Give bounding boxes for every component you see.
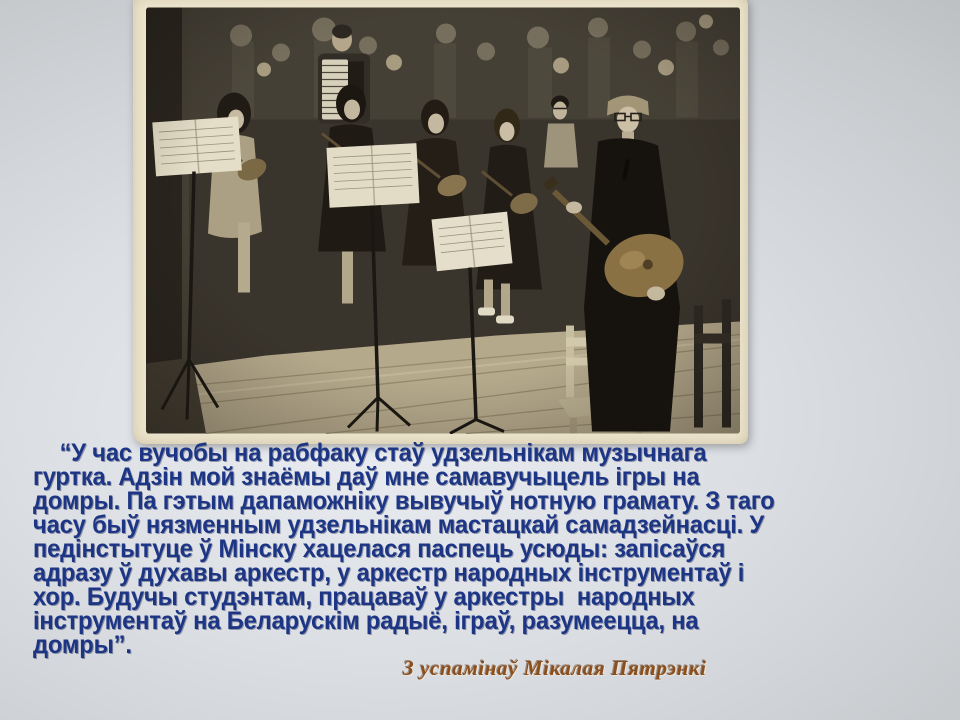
quote-line: домры”. — [33, 631, 132, 659]
quote-line: педінстытуце ў Мінску хацелася паспець усюды: запісаўся — [33, 535, 726, 563]
quote-line: інструментаў на Беларускім радыё, іграў, разумеецца, на — [33, 607, 699, 635]
photo-vignette — [146, 8, 740, 434]
quote-line: “У час вучобы на рабфаку стаў удзельнікам музычнага — [59, 439, 707, 467]
photo-frame — [133, 0, 748, 444]
orchestra-photo — [146, 7, 740, 434]
quote-text — [33, 441, 814, 657]
quote-line: часу быў нязменным удзельнікам мастацкай самадзейнасці. У — [33, 511, 765, 539]
quote-line: домры. Па гэтым дапаможніку вывучыў нотную грамату. З таго — [33, 487, 775, 515]
quote-line: гуртка. Адзін мой знаёмы даў мне самавучыцель ігры на — [33, 463, 700, 491]
credit-line: З успамінаў Мікалая Пятрэнкі — [403, 656, 707, 680]
quote-line: адразу ў духавы аркестр, у аркестр народных інструментаў і — [33, 559, 745, 587]
quote-line: хор. Будучы студэнтам, працаваў у аркестры народных — [33, 583, 695, 611]
